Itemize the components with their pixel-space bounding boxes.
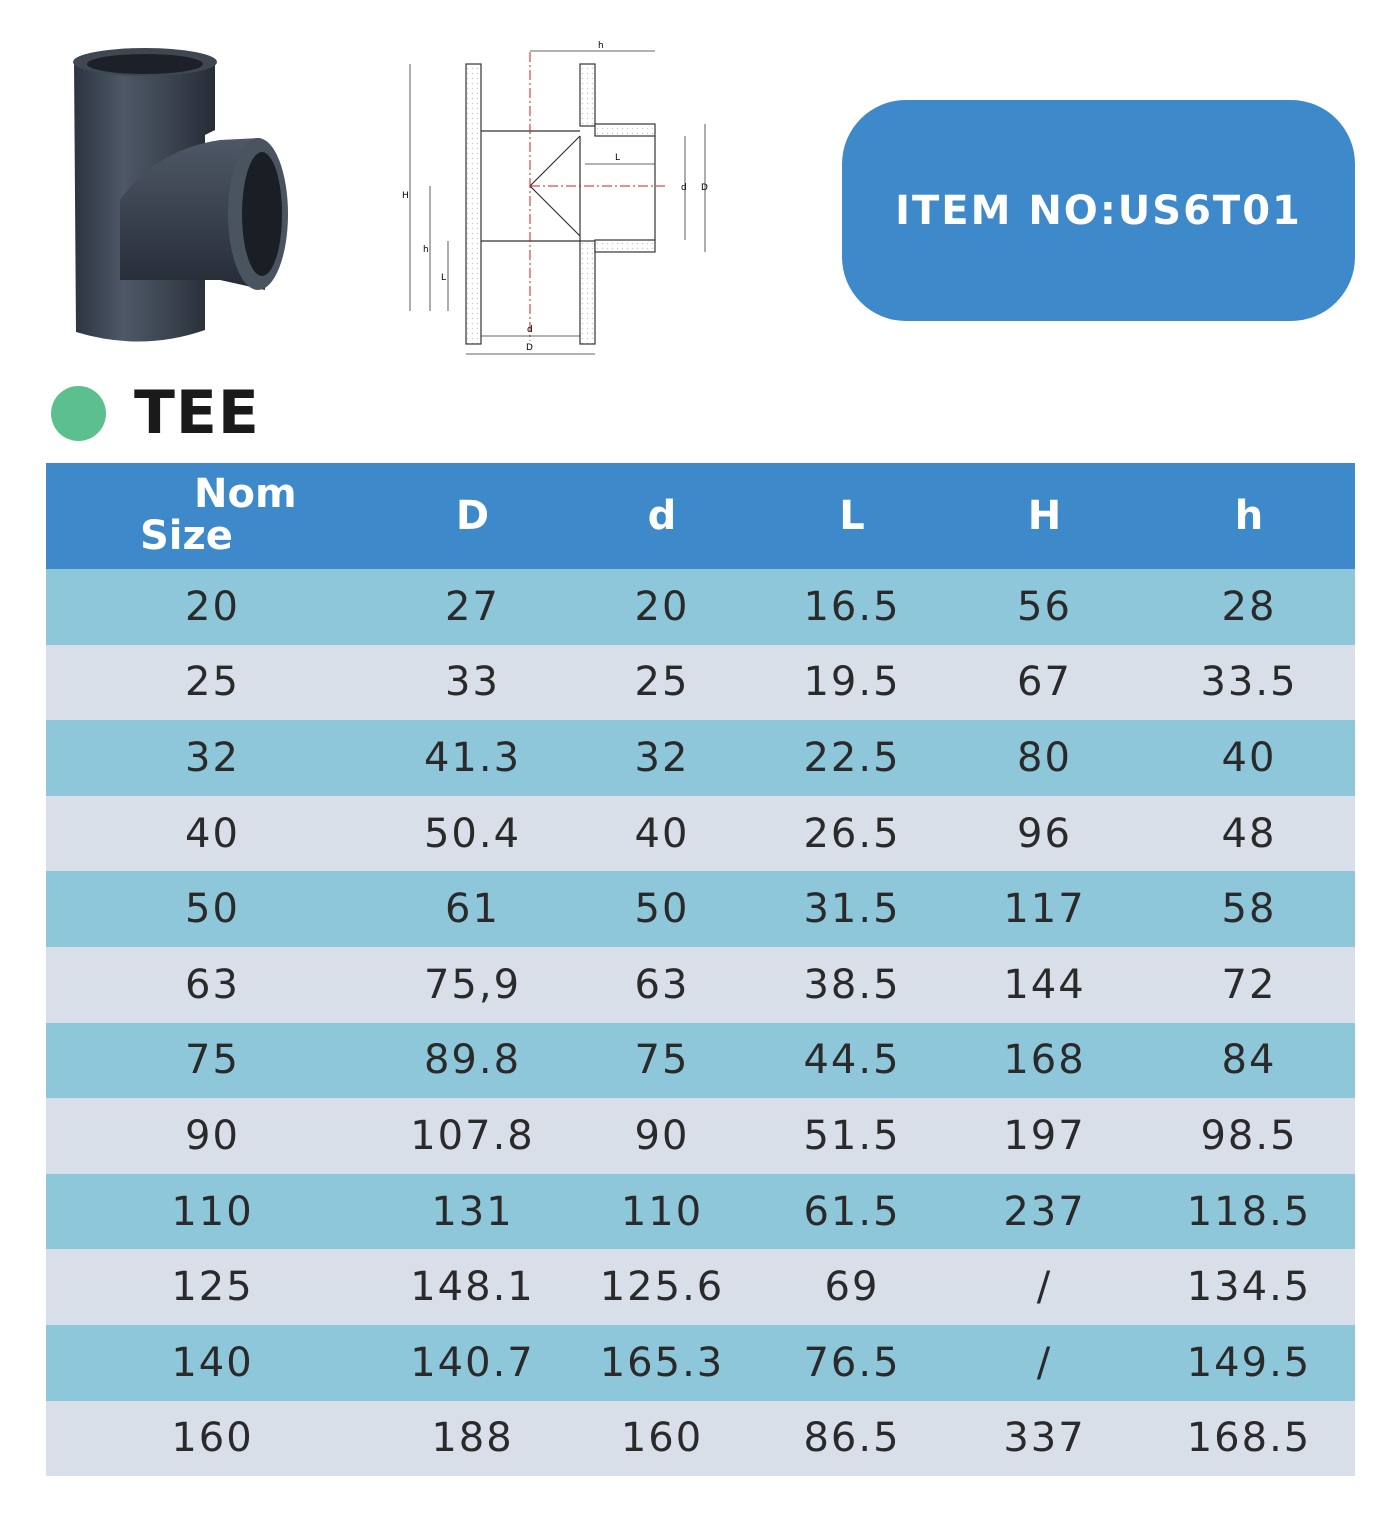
header-d: d bbox=[647, 493, 677, 539]
dimension-table bbox=[46, 463, 1355, 1476]
table-row bbox=[46, 871, 1355, 947]
cell-h: 84 bbox=[1221, 1037, 1277, 1084]
cell-H: 237 bbox=[1003, 1188, 1086, 1235]
cell-H: 80 bbox=[1017, 734, 1072, 781]
item-number-badge bbox=[842, 100, 1355, 321]
header-L: L bbox=[839, 493, 865, 539]
cell-L: 26.5 bbox=[803, 810, 901, 857]
cell-D: 148.1 bbox=[410, 1264, 535, 1311]
cell-H: / bbox=[1036, 1264, 1053, 1311]
table-row bbox=[46, 1249, 1355, 1325]
cell-L: 31.5 bbox=[803, 886, 901, 933]
header-D: D bbox=[455, 493, 490, 539]
table-row bbox=[46, 645, 1355, 721]
cell-L: 19.5 bbox=[803, 659, 901, 706]
tee-dimension-drawing bbox=[390, 36, 720, 366]
cell-D: 61 bbox=[445, 886, 500, 933]
table-row bbox=[46, 569, 1355, 645]
header-h: h bbox=[1234, 493, 1264, 539]
cell-D: 107.8 bbox=[410, 1112, 535, 1159]
cell-D: 41.3 bbox=[423, 734, 522, 781]
drawing-label-h-left: h bbox=[423, 245, 429, 255]
cell-h: 48 bbox=[1221, 810, 1277, 857]
cell-L: 86.5 bbox=[803, 1415, 901, 1462]
cell-d: 75 bbox=[634, 1037, 690, 1084]
header-nom-line2: Size bbox=[140, 513, 233, 559]
cell-h: 72 bbox=[1221, 961, 1277, 1008]
cell-nom-size: 75 bbox=[185, 1037, 240, 1084]
table-header-row bbox=[46, 463, 1355, 569]
cell-nom-size: 90 bbox=[185, 1112, 240, 1159]
cell-h: 118.5 bbox=[1186, 1188, 1312, 1235]
cell-nom-size: 20 bbox=[185, 583, 240, 630]
drawing-label-L-right: L bbox=[615, 153, 621, 163]
drawing-label-d-bottom: d bbox=[527, 325, 533, 335]
drawing-label-H-left: H bbox=[402, 191, 409, 201]
cell-d: 32 bbox=[634, 734, 690, 781]
cell-L: 76.5 bbox=[803, 1339, 901, 1386]
title-bullet-dot bbox=[51, 386, 106, 441]
cell-d: 20 bbox=[634, 583, 690, 630]
cell-H: 168 bbox=[1003, 1037, 1086, 1084]
tee-fitting-photo bbox=[60, 40, 300, 360]
table-row bbox=[46, 720, 1355, 796]
cell-H: 67 bbox=[1017, 659, 1072, 706]
cell-h: 33.5 bbox=[1200, 659, 1298, 706]
cell-h: 28 bbox=[1221, 583, 1277, 630]
cell-H: 56 bbox=[1017, 583, 1072, 630]
table-row bbox=[46, 796, 1355, 872]
item-number-label: ITEM NO:US6T01 bbox=[895, 187, 1302, 234]
cell-nom-size: 125 bbox=[171, 1264, 254, 1311]
cell-L: 61.5 bbox=[803, 1188, 901, 1235]
table-body bbox=[46, 569, 1355, 1476]
cell-D: 27 bbox=[445, 583, 500, 630]
cell-L: 16.5 bbox=[803, 583, 901, 630]
cell-D: 188 bbox=[431, 1415, 514, 1462]
cell-d: 165.3 bbox=[599, 1339, 725, 1386]
cell-nom-size: 160 bbox=[171, 1415, 254, 1462]
cell-h: 134.5 bbox=[1186, 1264, 1312, 1311]
cell-d: 50 bbox=[634, 886, 690, 933]
table-row bbox=[46, 1174, 1355, 1250]
cell-nom-size: 110 bbox=[171, 1188, 254, 1235]
cell-nom-size: 32 bbox=[185, 734, 240, 781]
table-row bbox=[46, 1023, 1355, 1099]
cell-H: 96 bbox=[1017, 810, 1072, 857]
header-nom-line1: Nom bbox=[194, 471, 297, 517]
cell-L: 22.5 bbox=[803, 734, 901, 781]
table-row bbox=[46, 1401, 1355, 1477]
cell-nom-size: 25 bbox=[185, 659, 240, 706]
cell-H: / bbox=[1036, 1339, 1053, 1386]
cell-D: 131 bbox=[431, 1188, 514, 1235]
cell-L: 44.5 bbox=[803, 1037, 901, 1084]
cell-d: 40 bbox=[634, 810, 690, 857]
drawing-label-D-right: D bbox=[701, 183, 708, 193]
product-title: TEE bbox=[134, 378, 260, 448]
table-row bbox=[46, 947, 1355, 1023]
cell-D: 50.4 bbox=[423, 810, 522, 857]
cell-nom-size: 40 bbox=[185, 810, 240, 857]
cell-d: 110 bbox=[620, 1188, 704, 1235]
header-nom-size bbox=[46, 463, 379, 569]
cell-d: 90 bbox=[634, 1112, 690, 1159]
cell-H: 197 bbox=[1003, 1112, 1086, 1159]
cell-L: 51.5 bbox=[803, 1112, 901, 1159]
cell-H: 117 bbox=[1003, 886, 1086, 933]
cell-d: 160 bbox=[620, 1415, 704, 1462]
cell-D: 140.7 bbox=[410, 1339, 535, 1386]
cell-D: 75,9 bbox=[423, 961, 522, 1008]
drawing-label-h-top: h bbox=[598, 41, 604, 51]
drawing-label-D-bottom: D bbox=[526, 343, 533, 353]
cell-d: 63 bbox=[634, 961, 690, 1008]
drawing-label-d-right: d bbox=[681, 183, 687, 193]
cell-h: 98.5 bbox=[1200, 1112, 1298, 1159]
header-H: H bbox=[1027, 493, 1062, 539]
cell-H: 144 bbox=[1003, 961, 1086, 1008]
drawing-label-L-left: L bbox=[441, 273, 447, 283]
cell-nom-size: 50 bbox=[185, 886, 240, 933]
cell-d: 25 bbox=[634, 659, 690, 706]
cell-h: 149.5 bbox=[1186, 1339, 1312, 1386]
cell-nom-size: 63 bbox=[185, 961, 240, 1008]
cell-nom-size: 140 bbox=[171, 1339, 254, 1386]
table-row bbox=[46, 1098, 1355, 1174]
cell-H: 337 bbox=[1003, 1415, 1086, 1462]
cell-h: 58 bbox=[1221, 886, 1277, 933]
table-row bbox=[46, 1325, 1355, 1401]
cell-D: 33 bbox=[445, 659, 500, 706]
cell-d: 125.6 bbox=[599, 1264, 725, 1311]
cell-L: 69 bbox=[824, 1264, 880, 1311]
cell-h: 40 bbox=[1221, 734, 1277, 781]
cell-D: 89.8 bbox=[423, 1037, 522, 1084]
cell-h: 168.5 bbox=[1186, 1415, 1312, 1462]
cell-L: 38.5 bbox=[803, 961, 901, 1008]
